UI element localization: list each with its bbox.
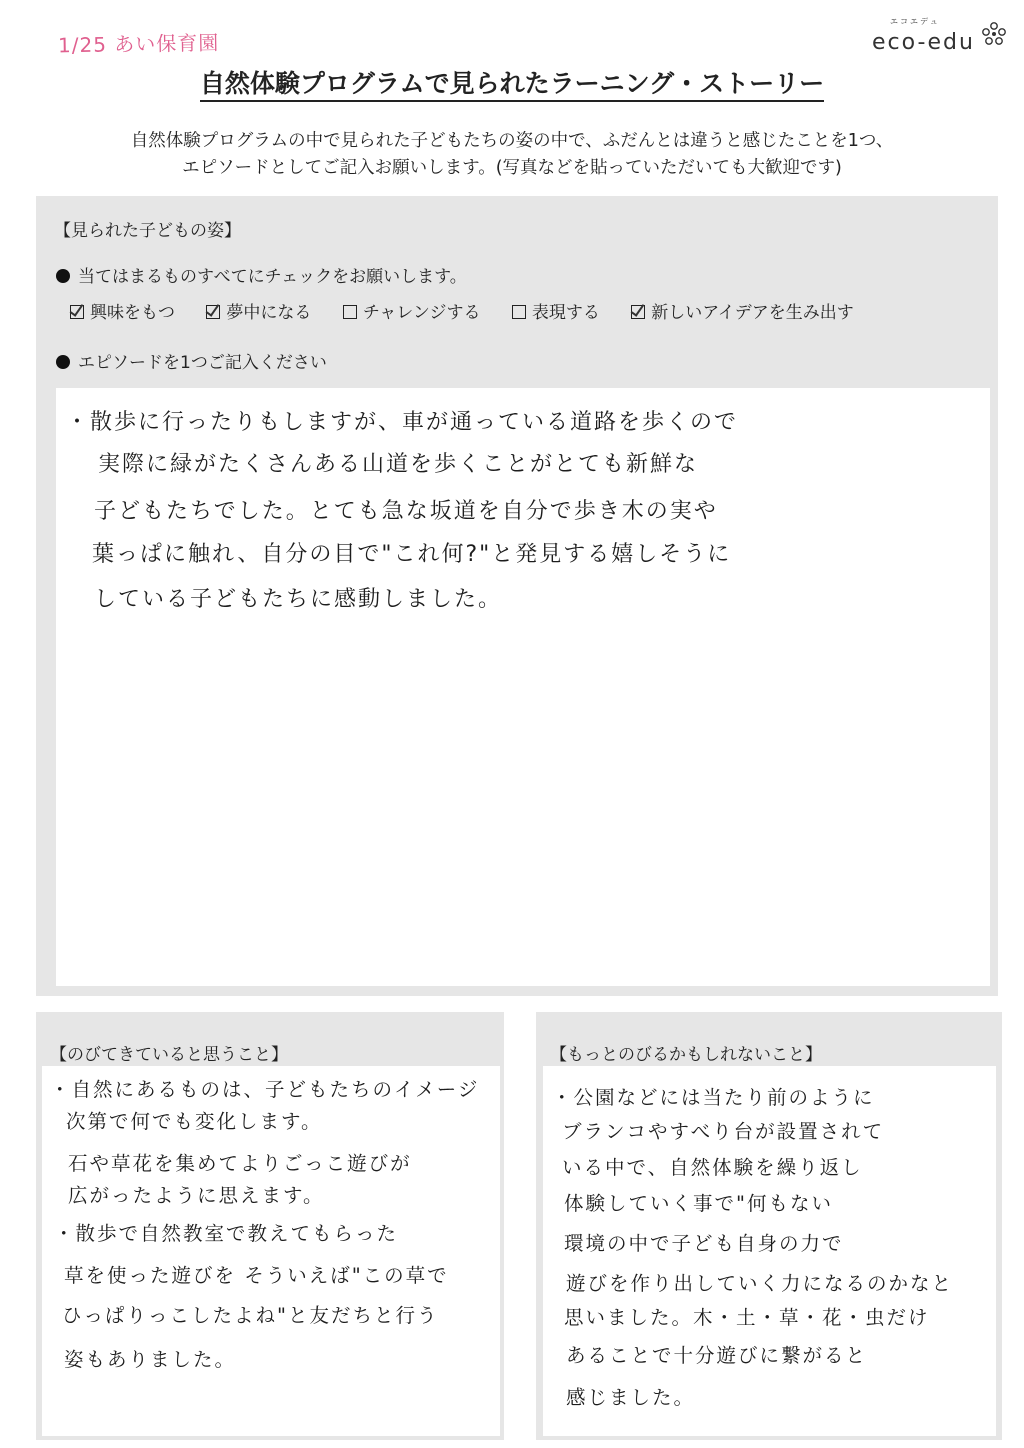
page-title-text: 自然体験プログラムで見られたラーニング・ストーリー	[200, 69, 824, 102]
growing-line: ひっぱりっこしたよね"と友だちと行う	[62, 1304, 439, 1327]
checkbox-checked-icon[interactable]	[70, 305, 84, 319]
potential-line: 環境の中で子ども自身の力で	[564, 1232, 844, 1255]
checkbox-label: 興味をもつ	[90, 303, 175, 323]
growing-line: ・自然にあるものは、子どもたちのイメージ	[50, 1078, 480, 1101]
growing-line: ・散歩で自然教室で教えてもらった	[54, 1222, 399, 1245]
checkbox-challenge[interactable]	[343, 298, 481, 323]
potential-line: 思いました。木・土・草・花・虫だけ	[564, 1306, 930, 1329]
episode-line: ・散歩に行ったりもしますが、車が通っている道路を歩くので	[66, 410, 739, 435]
eco-edu-logo	[870, 14, 1010, 64]
episode-line: 葉っぱに触れ、自分の目で"これ何?"と発見する嬉しそうに	[92, 542, 732, 567]
intro-text	[0, 128, 1024, 182]
check-instruction	[56, 262, 467, 287]
episode-instruction-text: エピソードを1つご記入ください	[78, 353, 327, 373]
checkbox-empty-icon[interactable]	[343, 305, 357, 319]
episode-line: している子どもたちに感動しました。	[94, 587, 503, 612]
growing-line: 石や草花を集めてよりごっこ遊びが	[68, 1152, 412, 1175]
growing-line: 姿もありました。	[64, 1348, 237, 1371]
growing-label: 【のびてきていると思うこと】	[50, 1045, 288, 1065]
intro-line-1: 自然体験プログラムの中で見られた子どもたちの姿の中で、ふだんとは違うと感じたことを1つ、	[130, 131, 894, 151]
potential-line: ・公園などには当たり前のように	[552, 1086, 875, 1109]
intro-line-2: エピソードとしてご記入お願いします。(写真などを貼っていただいても大歓迎です)	[182, 158, 842, 178]
potential-line: 感じました。	[566, 1386, 696, 1409]
growing-line: 次第で何でも変化します。	[66, 1110, 323, 1133]
checkbox-express[interactable]	[512, 298, 600, 323]
checkbox-label: チャレンジする	[362, 303, 481, 323]
handwritten-date-nursery-note: 1/25 あい保育園	[57, 30, 220, 58]
checkbox-checked-icon[interactable]	[631, 305, 645, 319]
potential-line: あることで十分遊びに繋がると	[566, 1344, 868, 1367]
checkbox-label: 夢中になる	[226, 303, 312, 323]
checkbox-checked-icon[interactable]	[206, 305, 220, 319]
page-title	[0, 64, 1024, 100]
growing-line: 草を使った遊びを そういえば"この草で	[64, 1264, 449, 1287]
checkbox-label: 新しいアイデアを生み出す	[651, 303, 854, 323]
checkbox-interest[interactable]	[70, 298, 175, 323]
checkbox-group	[70, 298, 880, 323]
episode-line: 子どもたちでした。とても急な坂道を自分で歩き木の実や	[94, 499, 718, 524]
potential-line: いる中で、自然体験を繰り返し	[562, 1156, 863, 1179]
potential-line: ブランコやすべり台が設置されて	[562, 1120, 885, 1143]
checkbox-label: 表現する	[531, 303, 600, 323]
logo-wordmark: eco-edu	[872, 30, 975, 55]
potential-growth-label: 【もっとのびるかもしれないこと】	[550, 1045, 822, 1065]
potential-line: 体験していく事で"何もない	[564, 1192, 833, 1215]
checkbox-new-idea[interactable]	[631, 298, 853, 323]
check-instruction-text: 当てはまるものすべてにチェックをお願いします。	[78, 267, 467, 287]
flower-logo-icon	[980, 20, 1008, 48]
checkbox-empty-icon[interactable]	[512, 305, 526, 319]
growing-line: 広がったように思えます。	[68, 1184, 325, 1207]
logo-ruby-text: エコエデュ	[890, 17, 940, 26]
bullet-dot-icon	[56, 355, 70, 369]
checkbox-absorbed[interactable]	[206, 298, 311, 323]
bullet-dot-icon	[56, 269, 70, 283]
observed-children-label: 【見られた子どもの姿】	[54, 221, 241, 241]
potential-line: 遊びを作り出していく力になるのかなと	[566, 1272, 954, 1295]
episode-line: 実際に緑がたくさんある山道を歩くことがとても新鮮な	[98, 452, 699, 477]
episode-instruction	[56, 348, 327, 373]
